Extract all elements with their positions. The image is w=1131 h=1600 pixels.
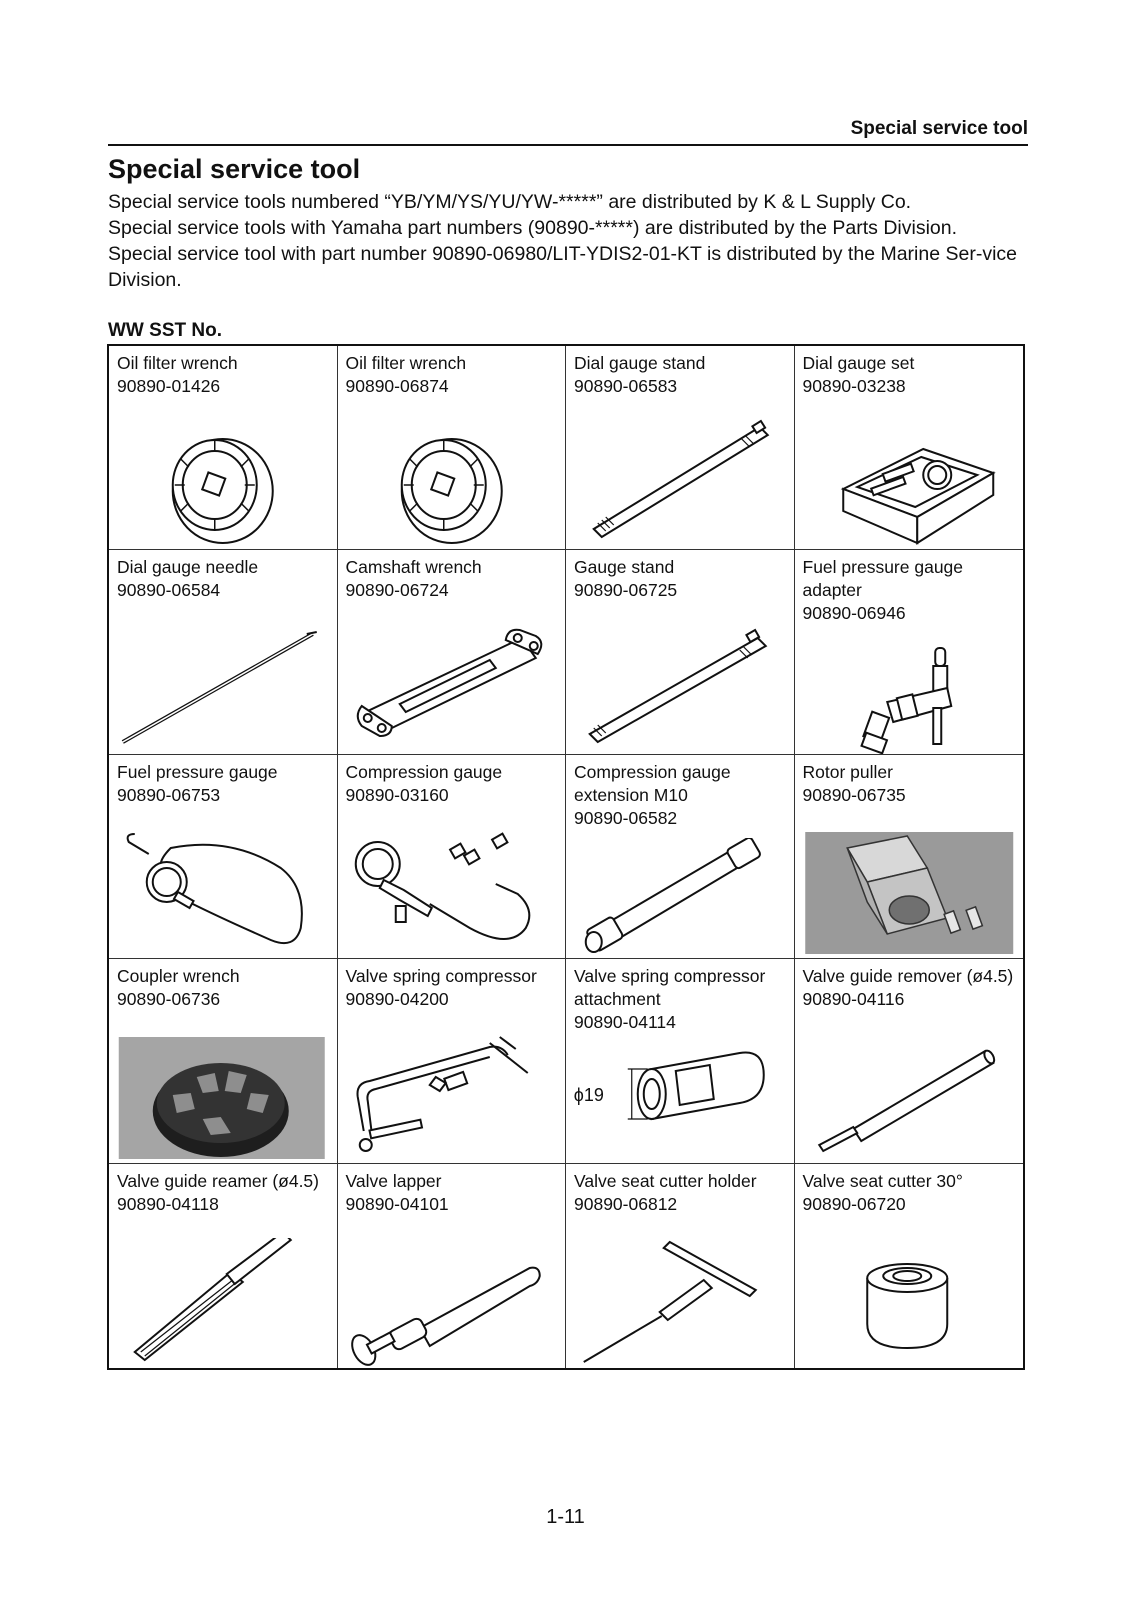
tool-cell [109,1164,338,1368]
tool-name: Fuel pressure gauge adapter [802,557,964,601]
tool-name: Valve guide reamer (ø4.5) [117,1170,319,1191]
header-rule [108,144,1028,146]
dial-gauge-set-icon [795,419,1024,549]
fuel-pressure-adapter-icon [795,644,1024,754]
tool-name: Gauge stand [574,557,675,578]
compression-extension-icon [566,838,794,958]
tool-cell [109,346,338,550]
tool-name: Rotor puller [802,761,893,782]
tool-number: 90890-06724 [345,580,449,601]
tool-name: Dial gauge set [802,353,915,373]
tool-name: Fuel pressure gauge [117,761,278,782]
coupler-wrench-photo [109,1033,337,1163]
tool-name: Valve seat cutter 30° [802,1170,963,1191]
tool-number: 90890-04118 [117,1193,219,1214]
tool-number: 90890-06736 [117,989,221,1010]
tool-name: Camshaft wrench [345,557,482,578]
page-number: 1-11 [546,1506,585,1528]
tool-table [107,344,1025,1370]
tool-number: 90890-06582 [574,807,678,828]
rotor-puller-photo [795,828,1024,958]
compression-gauge-icon [338,828,566,958]
tool-cell [795,550,1024,754]
camshaft-wrench-icon [338,624,566,754]
tool-name: Valve guide remover (ø4.5) [802,966,1014,987]
tool-name: Compression gauge extension M10 [574,761,731,805]
valve-guide-reamer-icon [109,1238,337,1368]
tool-cell [109,755,338,959]
tool-number: 90890-06753 [117,784,221,805]
tool-number: 90890-03160 [345,784,449,805]
dial-gauge-stand-icon [566,419,794,549]
running-header: Special service tool [850,118,1028,139]
tool-name: Dial gauge stand [574,353,706,373]
tool-cell [795,755,1024,959]
tool-name: Valve seat cutter holder [574,1170,757,1191]
tool-cell [338,550,567,754]
intro-text [108,189,1028,293]
tool-number: 90890-04116 [802,989,905,1010]
tool-number: 90890-06735 [802,784,906,805]
tool-number: 90890-06720 [802,1193,906,1214]
tool-cell [795,346,1024,550]
tool-name: Compression gauge [345,761,503,782]
fuel-pressure-gauge-icon [109,828,337,958]
tool-cell [338,1164,567,1368]
tool-cell [338,755,567,959]
tool-cell [109,550,338,754]
valve-seat-cutter-holder-icon [566,1238,794,1368]
valve-lapper-icon [338,1238,566,1368]
tool-name: Valve spring compressor attachment [574,966,766,1010]
tool-number: 90890-04114 [574,1012,676,1033]
tool-name: Coupler wrench [117,966,240,987]
gauge-stand-icon [566,624,794,754]
tool-name: Dial gauge needle [117,557,259,578]
dimension-label: ϕ19 [573,1084,604,1105]
tool-number: 90890-06725 [574,580,678,601]
tool-cell [109,959,338,1163]
intro-line: Special service tool with part number 90890-06980/LIT-YDIS2-01-KT is distributed by the Marine Ser-vice Division. [108,243,1017,291]
tool-cell [338,959,567,1163]
page-title: Special service tool [108,154,361,184]
tool-cell [566,959,795,1163]
tool-number: 90890-06583 [574,376,678,396]
valve-guide-remover-icon [795,1033,1024,1163]
oil-filter-wrench-icon [338,419,566,549]
tool-cell [566,1164,795,1368]
section-label: WW SST No. [108,320,222,341]
valve-spring-compressor-icon [338,1033,566,1163]
tool-name: Oil filter wrench [117,353,238,373]
tool-number: 90890-04200 [345,989,449,1010]
tool-number: 90890-06874 [345,376,449,396]
valve-spring-attachment-icon [566,1033,794,1163]
tool-name: Oil filter wrench [345,353,467,373]
tool-cell [566,755,795,959]
tool-number: 90890-03238 [802,376,906,396]
tool-number: 90890-06812 [574,1193,678,1214]
tool-name: Valve spring compressor [345,966,537,987]
intro-line: Special service tools numbered “YB/YM/YS/YU/YW-*****” are distributed by K & L Supply Co. [108,191,912,213]
tool-cell [566,550,795,754]
tool-cell [338,346,567,550]
intro-line: Special service tools with Yamaha part numbers (90890-*****) are distributed by the Parts Division. [108,217,958,239]
tool-name: Valve lapper [345,1170,442,1191]
tool-number: 90890-01426 [117,376,221,396]
tool-number: 90890-06946 [802,603,906,624]
valve-seat-cutter-icon [795,1238,1024,1368]
tool-cell [795,959,1024,1163]
tool-number: 90890-06584 [117,580,221,601]
tool-number: 90890-04101 [345,1193,449,1214]
dial-gauge-needle-icon [109,624,337,754]
tool-cell [566,346,795,550]
tool-cell [795,1164,1024,1368]
oil-filter-wrench-icon [109,419,337,549]
